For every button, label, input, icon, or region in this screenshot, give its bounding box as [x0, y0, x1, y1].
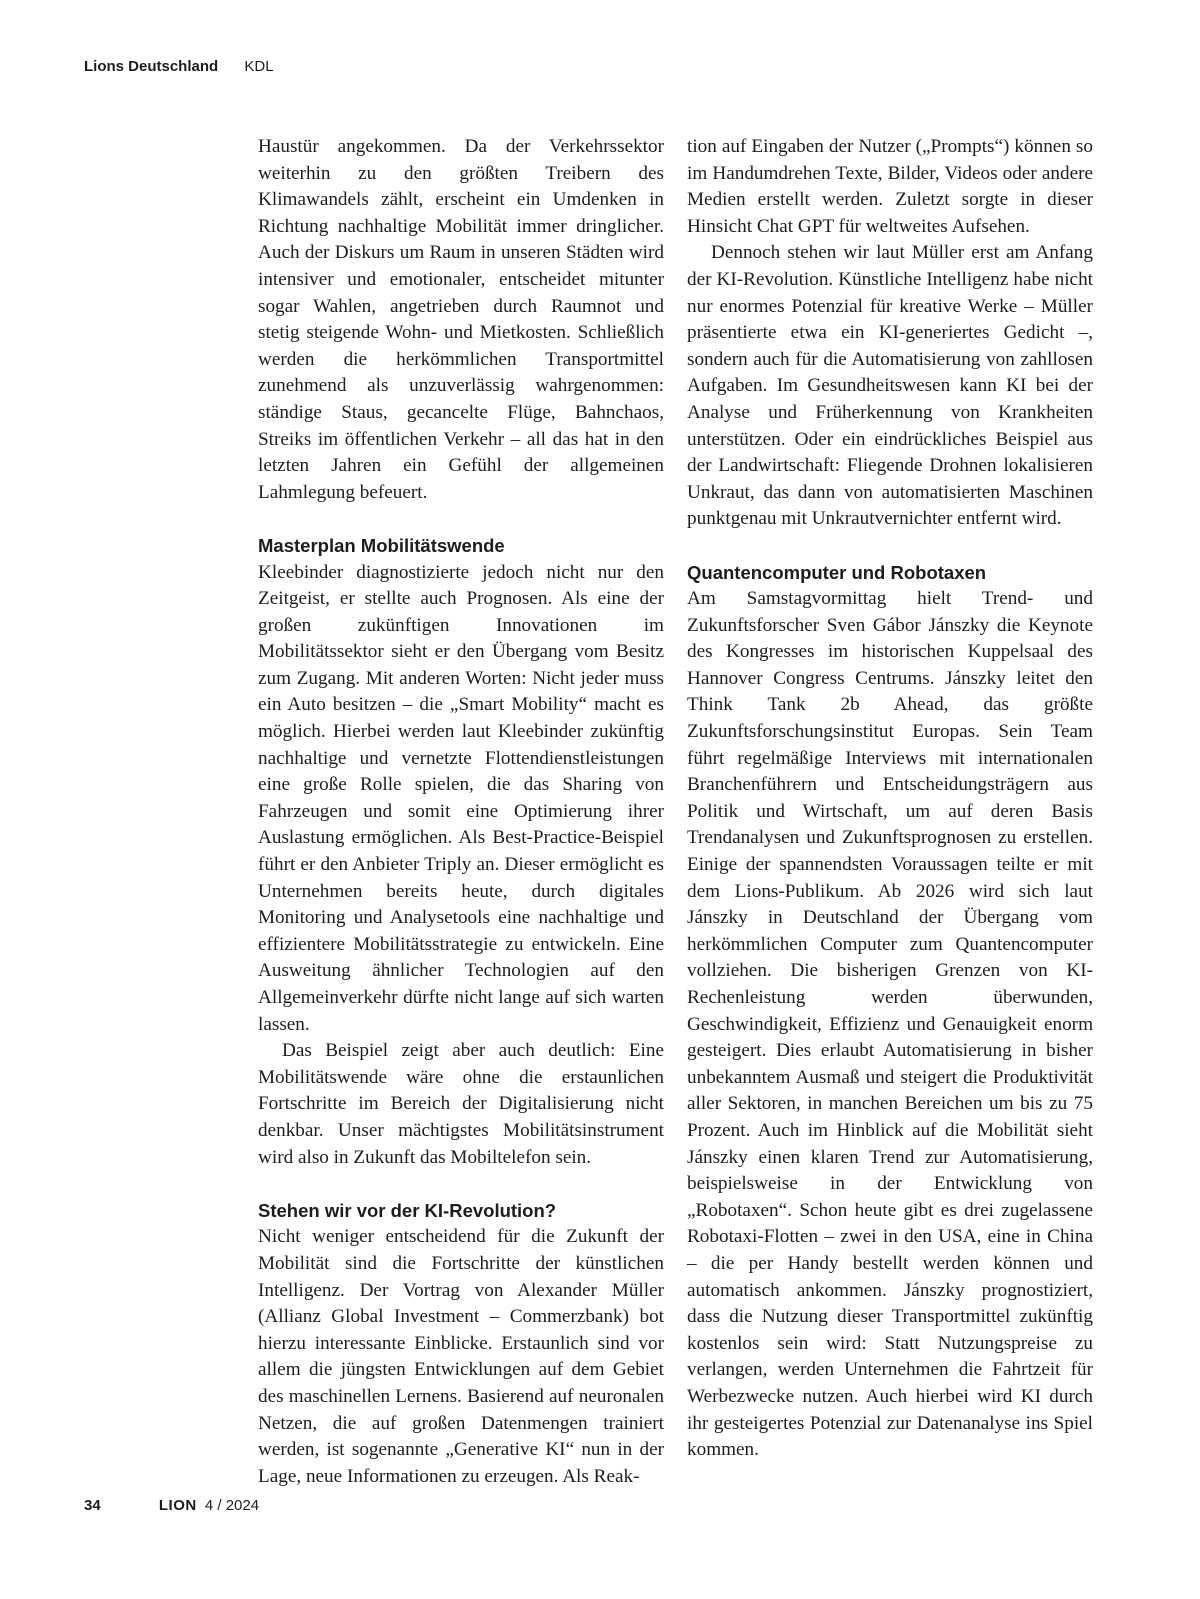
page-number: 34	[84, 1497, 101, 1514]
left-paragraph-2: Kleebinder diagnostizierte jedoch nicht nur den Zeitgeist, er stellte auch Prognosen. Als eine der großen zukünftigen Innovationen im Mobilitätssektor sieht er den Übergang vom Besitz zum Zugang. Mit anderen Worten: Nicht jeder muss ein Auto besitzen – die „Smart Mobility“ macht es möglich. Hierbei werden laut Kleebinder zukünftig nachhaltige und vernetzte Flottendienstleistungen eine große Rolle spielen, die das Sharing von Fahrzeugen und somit eine Optimierung ihrer Auslastung ermöglichen. Als Best-Practice-Beispiel führt er den Anbieter Triply an. Dieser ermöglicht es Unternehmen bereits heute, durch digitales Monitoring und Analysetools eine nachhaltige und effizientere Mobilitätsstrategie zu entwickeln. Eine Ausweitung ähnlicher Technologien auf den Allgemeinverkehr dürfte nicht lange auf sich warten lassen.	[258, 561, 664, 1035]
left-column	[258, 134, 664, 1490]
heading-ki-revolution: Stehen wir vor der KI-Revolution?	[258, 1199, 557, 1221]
left-paragraph-4: Nicht weniger entscheidend für die Zukunft der Mobilität sind die Fortschritte der künstlichen Intelligenz. Der Vortrag von Alexander Müller (Allianz Global Investment – Commerzbank) bot hierzu interessante Einblicke. Erstaunlich sind vor allem die jüngsten Entwicklungen auf dem Gebiet des maschinellen Lernens. Basierend auf neuronalen Netzen, die auf großen Datenmengen trainiert werden, ist sogenannte „Generative KI“ nun in der Lage, neue Informationen zu erzeugen. Als Reak-	[258, 1226, 664, 1487]
page-footer	[84, 1497, 259, 1514]
left-paragraph-3: Das Beispiel zeigt aber auch deutlich: Eine Mobilitätswende wäre ohne die erstaunlichen Fortschritte im Bereich der Digitalisierung nicht denkbar. Unser mächtigstes Mobilitätsinstrument wird also in Zukunft das Mobiltelefon sein.	[258, 1040, 664, 1168]
left-paragraph-1: Haustür angekommen. Da der Verkehrssektor weiterhin zu den größten Treibern des Klimawandels zählt, erscheint ein Umdenken in Richtung nachhaltige Mobilität immer dringlicher. Auch der Diskurs um Raum in unseren Städten wird intensiver und emotionaler, entscheidet mitunter sogar Wahlen, angetrieben durch Raumnot und stetig steigende Wohn- und Mietkosten. Schließlich werden die herkömmlichen Transportmittel zunehmend als unzuverlässig wahrgenommen: ständige Staus, gecancelte Flüge, Bahnchaos, Streiks im öffentlichen Verkehr – all das hat in den letzten Jahren ein Gefühl der allgemeinen Lahmlegung befeuert.	[258, 136, 664, 503]
magazine-name: LION	[158, 1497, 197, 1514]
issue-number: 4 / 2024	[204, 1497, 260, 1514]
header-brand: Lions Deutschland	[84, 58, 219, 75]
right-paragraph-1: tion auf Eingaben der Nutzer („Prompts“) können so im Handumdrehen Texte, Bilder, Videos oder andere Medien erstellt werden. Zuletzt sorgte in dieser Hinsicht Chat GPT für weltweites Aufsehen.	[687, 136, 1093, 237]
header-section: KDL	[244, 58, 274, 75]
right-paragraph-2: Dennoch stehen wir laut Müller erst am Anfang der KI-Revolution. Künstliche Intelligenz habe nicht nur enormes Potenzial für kreative Werke – Müller präsentierte etwa ein KI-generiertes Gedicht –, sondern auch für die Automatisierung von zahllosen Aufgaben. Im Gesundheitswesen kann KI bei der Analyse und Früherkennung von Krankheiten unterstützen. Oder ein eindrückliches Beispiel aus der Landwirtschaft: Fliegende Drohnen lokalisieren Unkraut, das dann von automatisierten Maschinen punktgenau mit Unkrautvernichter entfernt wird.	[687, 242, 1093, 530]
heading-masterplan: Masterplan Mobilitätswende	[258, 534, 505, 556]
page-header	[84, 58, 274, 75]
right-column	[687, 134, 1093, 1464]
heading-quantencomputer: Quantencomputer und Robotaxen	[687, 561, 987, 583]
right-paragraph-3: Am Samstagvormittag hielt Trend- und Zukunftsforscher Sven Gábor Jánszky die Keynote des Kongresses im historischen Kuppelsaal des Hannover Congress Centrums. Jánszky leitet den Think Tank 2b Ahead, das größte Zukunftsforschungsinstitut Europas. Sein Team führt regelmäßige Interviews mit internationalen Branchenführern und Entscheidungsträgern aus Politik und Wirtschaft, um auf deren Basis Trendanalysen und Zukunftsprognosen zu erstellen. Einige der spannendsten Voraussagen teilte er mit dem Lions-Publikum. Ab 2026 wird sich laut Jánszky in Deutschland der Übergang vom herkömmlichen Computer zum Quantencomputer vollziehen. Die bisherigen Grenzen von KI-Rechenleistung werden überwunden, Geschwindigkeit, Effizienz und Genauigkeit enorm gesteigert. Dies erlaubt Automatisierung in bisher unbekanntem Ausmaß und steigert die Produktivität aller Sektoren, in manchen Bereichen um bis zu 75 Prozent. Auch im Hinblick auf die Mobilität sieht Jánszky einen klaren Trend zur Automatisierung, beispielsweise in der Entwicklung von „Robotaxen“. Schon heute gibt es drei zugelassene Robotaxi-Flotten – zwei in den USA, eine in China – die per Handy bestellt werden können und automatisch ankommen. Jánszky prognostiziert, dass die Nutzung dieser Transportmittel zukünftig kostenlos sein wird: Statt Nutzungspreise zu verlangen, werden Unternehmen die Fahrtzeit für Werbezwecke nutzen. Auch hierbei wird KI durch ihr gesteigertes Potenzial zur Datenanalyse ins Spiel kommen.	[687, 588, 1093, 1461]
